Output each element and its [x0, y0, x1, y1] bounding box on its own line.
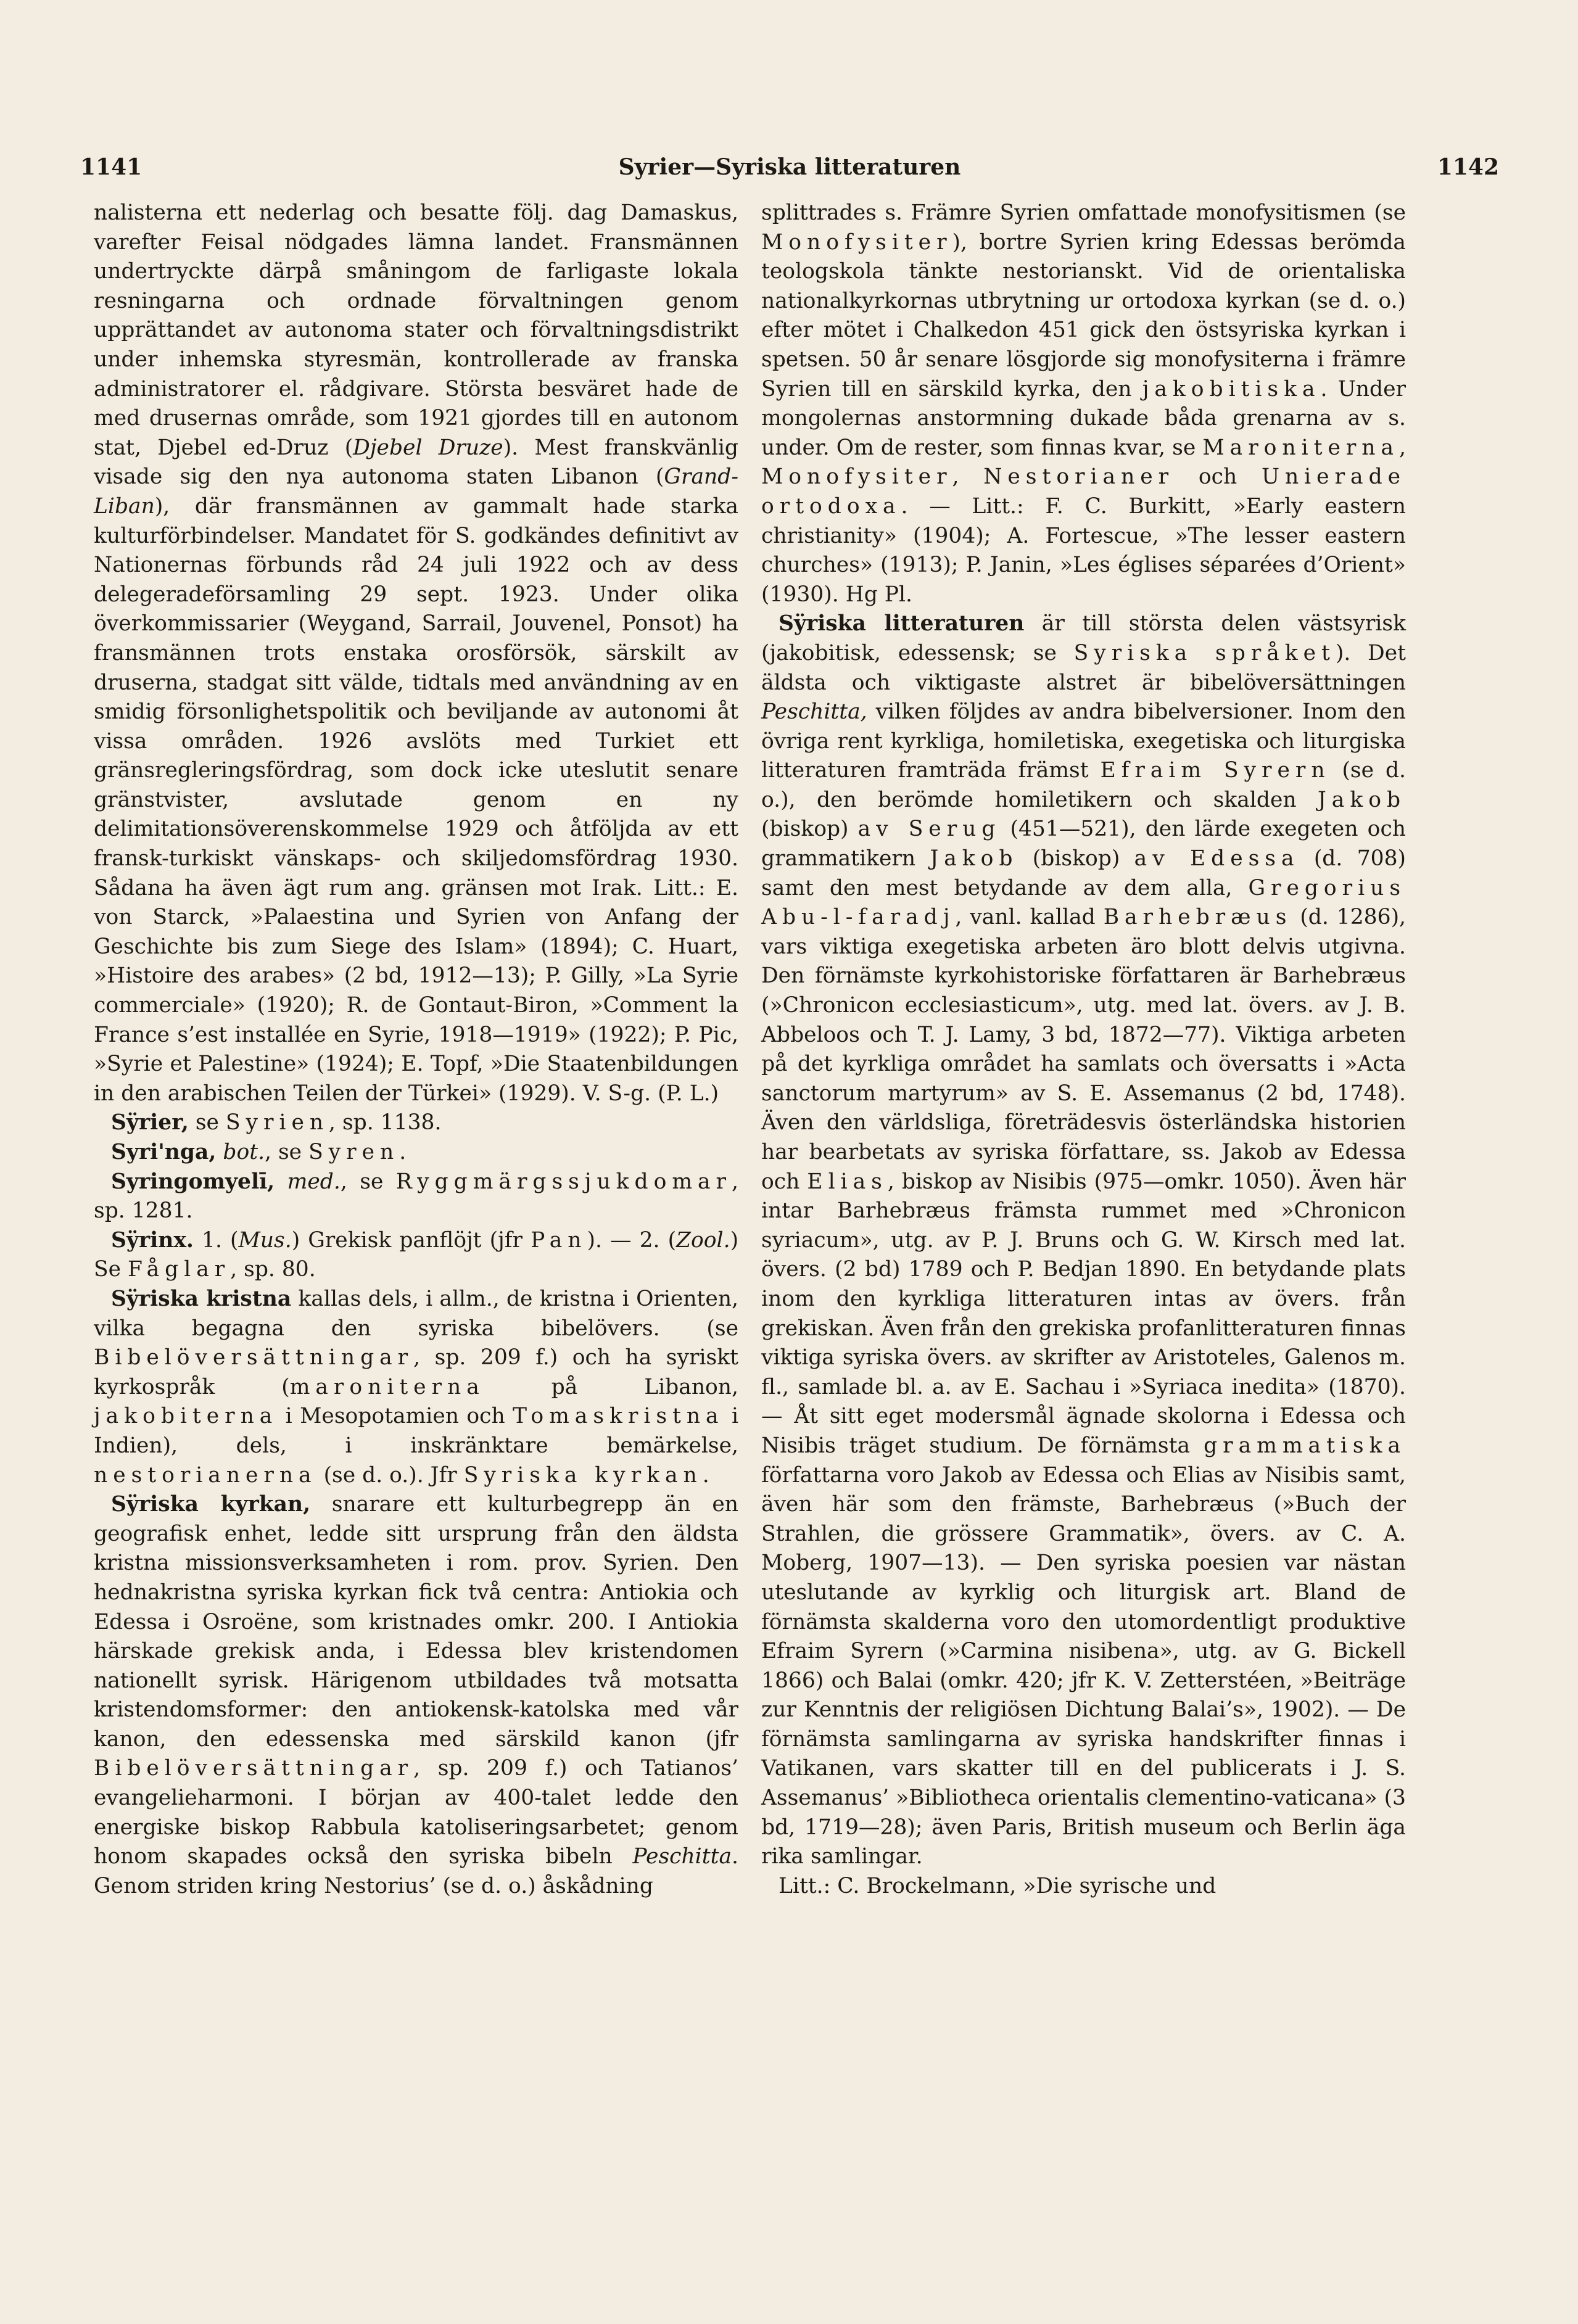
- text-run: (d. 708) samt den mest betydande av dem alla,: [761, 846, 1407, 900]
- text-run: [275, 1169, 287, 1194]
- cross-reference: Syrien: [225, 1110, 329, 1135]
- cross-reference: jakobitiska: [1142, 376, 1321, 402]
- text-run: på Libanon,: [484, 1374, 738, 1399]
- literature-note: Litt.: C. Brockelmann, »Die syrische und: [779, 1873, 1217, 1898]
- text-run: (451—521), den lärde exegeten och grammatikern: [761, 817, 1406, 872]
- headword: Sÿriska kristna: [111, 1286, 292, 1311]
- text-run: , sp. 80.: [230, 1257, 316, 1282]
- cross-reference: Monofysiter: [761, 229, 952, 255]
- entry-syriska-kyrkan: [94, 1490, 738, 1901]
- cross-reference: Bibelöversättningar: [94, 1345, 414, 1370]
- text-run: vilken följdes av andra bibelversioner. Inom den övriga rent kyrkliga, homiletiska, exegetiska och liturgiska litteraturen framträda främst: [761, 699, 1406, 783]
- right-column: [761, 199, 1406, 1901]
- cross-reference: Syriska kyrkan: [463, 1462, 703, 1488]
- entry-syrier: [94, 1108, 738, 1138]
- cross-reference: jakobiterna: [94, 1404, 278, 1429]
- text-run: . Under mongolernas anstormning dukade båda grenarna av s. under. Om de rester, som finnas kvar, se: [761, 376, 1406, 460]
- entry-syriska-litteraturen: [761, 609, 1406, 1872]
- text-run: , se: [340, 1169, 396, 1194]
- entry-syringomyeli: [94, 1168, 738, 1226]
- cross-reference: maroniterna: [289, 1374, 485, 1399]
- cross-reference: Nestorianer: [983, 464, 1175, 490]
- text-run: 1. (: [193, 1227, 239, 1253]
- text-run: författarna voro Jakob av Edessa och Elias av Nisibis samt, även här som den främste, Barhebræus (»Buch der Strahlen, die grössere Grammatik», övers. av C. A. Moberg, 1907—13). — Den syriska poesien var nästan uteslutande av kyrklig och liturgisk art. Bland de förnämsta skalderna voro den utomordentligt produktive Efraim Syrern (»Carmina nisibena», utg. av G. Bickell 1866) och Balai (omkr. 420; jfr K. V. Zetterstéen, »Beiträge zur Kenntnis der religiösen Dichtung Balai’s», 1902). — De förnämsta samlingarna av syriska handskrifter finnas i Vatikanen, vars skatter till en del publicerats i J. S. Assemanus’ »Bibliotheca orientalis clementino-vaticana» (3 bd, 1719—28); även Paris, British museum och Berlin äga rika samlingar.: [761, 1462, 1406, 1869]
- text-run: snarare ett kulturbegrepp än en geografisk enhet, ledde sitt ursprung från den äldsta kristna missionsverksamheten i rom. prov. Syrien. Den hednakristna syriska kyrkan fick två centra: Antiokia och Edessa i Osroëne, som kristnades omkr. 200. I Antiokia härskade grekisk anda, i Edessa blev kristendomen nationellt syrisk. Härigenom utbildades två motsatta kristendomsformer: den antiokensk-katolska med vår kanon, den edessenska med särskild kanon (jfr: [94, 1492, 738, 1752]
- cross-reference: Ryggmärgssjukdomar: [395, 1169, 732, 1194]
- text-run: , sp. 1138.: [329, 1110, 442, 1135]
- headword: Sÿriska kyrkan,: [111, 1492, 311, 1517]
- cross-reference: Jakob: [1317, 787, 1406, 812]
- text-run: ) Grekisk panflöjt (jfr: [291, 1227, 531, 1253]
- italic-term: Peschitta: [632, 1844, 732, 1869]
- text-run: , sp. 209 f.) och Tatianos’ evangelieharmoni. I början av 400-talet ledde den energiske biskop Rabbula katoliseringsarbetet; genom honom skapades också den syriska bibeln: [94, 1756, 738, 1869]
- text-run: nalisterna ett nederlag och besatte följ. dag Damaskus, varefter Feisal nödgades lämna landet. Fransmännen undertryckte därpå småningom de farligaste lokala resningarna och ordnade förvaltningen genom upprättandet av autonoma stater och förvaltningsdistrikt under inhemska styresmän, kontrollerade av franska administratorer el. rådgivare. Största besväret hade de med drusernas område, som 1921 gjordes till en autonom stat, Djebel ed-Druz (: [94, 200, 738, 460]
- text-run: .: [702, 1462, 709, 1488]
- text-run: ). — 2. (: [587, 1227, 677, 1253]
- italic-term: bot.: [223, 1140, 265, 1164]
- continued-paragraph: [761, 199, 1406, 609]
- text-run: ,: [952, 464, 984, 490]
- italic-term: Grand-Liban: [94, 464, 738, 519]
- left-column: [94, 199, 738, 1901]
- italic-term: Mus.: [238, 1227, 292, 1253]
- cross-reference: Gregorius Abu-l-faradj: [761, 875, 1406, 930]
- text-run: (d. 1286), vars viktiga exegetiska arbeten äro blott delvis utgivna. Den förnämste kyrkohistoriske författaren är Barhebræus (»Chronicon ecclesiasticum», utg. med lat. övers. av J. B. Abbeloos och T. J. Lamy, 3 bd, 1872—77). Viktiga arbeten på det kyrkliga området ha samlats och översatts i »Acta sanctorum martyrum» av S. E. Assemanus (2 bd, 1748). Även den världsliga, företrädesvis österländska historien har bearbetats av syriska författare, ss. Jakob av Edessa och: [761, 905, 1407, 1194]
- text-run: är till största delen västsyrisk (jakobitisk, edessensk; se: [761, 611, 1406, 665]
- headword: Syringomyelī,: [111, 1169, 275, 1194]
- text-run: se: [188, 1110, 226, 1135]
- text-run: (se d. o.), den berömde homiletikern och skalden: [761, 758, 1406, 812]
- text-run: . — Litt.: F. C. Burkitt, »Early eastern christianity» (1904); A. Fortescue, »The lesser eastern churches» (1913); P. Janin, »Les églises séparées d’Orient» (1930). Hg Pl.: [761, 493, 1406, 607]
- cross-reference: nestorianerna: [94, 1462, 317, 1488]
- cross-reference: Syren: [308, 1140, 400, 1164]
- text-run: .: [399, 1140, 407, 1164]
- cross-reference: av Edessa: [1134, 846, 1300, 872]
- text-run: ). Mest franskvänlig visade sig den nya autonoma staten Libanon (: [94, 435, 738, 490]
- cross-reference: Tomaskristna: [513, 1404, 724, 1429]
- cross-reference: Monofysiter: [761, 464, 952, 490]
- cross-reference: Barhebræus: [1103, 905, 1292, 930]
- headword: Sÿrier,: [111, 1110, 189, 1135]
- text-run: , se: [265, 1140, 309, 1164]
- text-run: , biskop av Nisibis (975—omkr. 1050). Även här intar Barhebræus främsta rummet med »Chronicon syriacum», utg. av P. J. Bruns och G. W. Kirsch med lat. övers. (2 bd) 1789 och P. Bedjan 1890. En betydande plats inom den kyrkliga litteraturen intas av övers. från grekiskan. Även från den grekiska profanlitteraturen finnas viktiga syriska övers. av skrifter av Aristoteles, Galenos m. fl., samlade bl. a. av E. Sachau i »Syriaca inedita» (1870). — Åt sitt eget modersmål ägnade skolorna i Edessa och Nisibis träget studium. De förnämsta: [761, 1169, 1406, 1458]
- italic-term: Zool.: [676, 1227, 730, 1253]
- text-run: ) Se: [94, 1227, 739, 1282]
- cross-reference: av Serug: [857, 817, 1001, 842]
- headword: Sÿriska litteraturen: [779, 611, 1025, 637]
- cross-reference: Jakob: [930, 846, 1018, 872]
- italic-term: Djebel Druze: [353, 435, 503, 460]
- cross-reference: Unierade ortodoxa: [761, 464, 1407, 519]
- cross-reference: Fåglar: [128, 1257, 231, 1282]
- text-run: splittrades s. Främre Syrien omfattade monofysitismen (se: [761, 200, 1406, 225]
- entry-syringa: [94, 1138, 738, 1168]
- text-run: [216, 1140, 223, 1164]
- text-run: ). Det äldsta och viktigaste alstret är bibelöversättningen: [761, 640, 1407, 695]
- cross-reference: grammatiska: [1204, 1433, 1406, 1458]
- cross-reference: Pan: [531, 1227, 587, 1253]
- text-run: , vanl. kallad: [955, 905, 1104, 930]
- cross-reference: Efraim Syrern: [1100, 758, 1331, 783]
- running-title: Syrier—Syriska litteraturen: [618, 154, 961, 180]
- headword: Sÿrinx.: [111, 1227, 194, 1253]
- cross-reference: Maroniterna: [1202, 435, 1400, 460]
- text-run: (biskop): [761, 817, 858, 842]
- text-run: kallas dels, i allm., de kristna i Orienten, vilka begagna den syriska bibelövers. (se: [94, 1286, 739, 1341]
- italic-term: Peschitta,: [761, 699, 867, 725]
- cross-reference: Elias: [807, 1169, 888, 1194]
- text-run: och: [1174, 464, 1262, 490]
- text-run: ), där fransmännen av gammalt hade starka kulturförbindelser. Mandatet för S. godkändes definitivt av Nationernas förbunds råd 24 juli 1922 och av dess delegeradeförsamling 29 sept. 1923. Under olika överkommissarier (Weygand, Sarrail, Jouvenel, Ponsot) ha fransmännen trots enstaka orosförsök, särskilt av druserna, stadgat sitt välde, tidtals med användning av en smidig försonlighetspolitik och beviljande av autonomi åt vissa områden. 1926 avslöts med Turkiet ett gränsregleringsfördrag, som dock icke uteslutit senare gränstvister, avslutade genom en ny delimitationsöverenskommelse 1929 och åtföljda av ett fransk-turkiskt vänskaps- och skiljedomsfördrag 1930. Sådana ha även ägt rum ang. gränsen mot Irak. Litt.: E. von Starck, »Palaestina und Syrien von Anfang der Geschichte bis zum Siege des Islam» (1894); C. Huart, »Histoire des arabes» (2 bd, 1912—13); P. Gilly, »La Syrie commerciale» (1920); R. de Gontaut-Biron, »Comment la France s’est installée en Syrie, 1918—1919» (1922); P. Pic, »Syrie et Palestine» (1924); E. Topf, »Die Staatenbildungen in den arabischen Teilen der Türkei» (1929). V. S-g. (P. L.): [94, 493, 738, 1106]
- text-run: ), bortre Syrien kring Edessas berömda teologskola tänkte nestorianskt. Vid de orientaliska nationalkyrkornas utbrytning ur ortodoxa kyrkan (se d. o.) efter mötet i Chalkedon 451 gick den östsyriska kyrkan i spetsen. 50 år senare lösgjorde sig monofysiterna i främre Syrien till en särskild kyrka, den: [761, 229, 1406, 402]
- text-run: i Mesopotamien och: [278, 1404, 513, 1429]
- running-head: [80, 154, 1499, 191]
- page-number-left: 1141: [80, 154, 143, 180]
- entry-syrinx: [94, 1226, 738, 1285]
- text-run: (se d. o.). Jfr: [316, 1462, 464, 1488]
- cross-reference: Syriska språket: [1073, 640, 1336, 665]
- entry-syriska-kristna: [94, 1285, 738, 1490]
- headword: Syri'nga,: [111, 1140, 217, 1164]
- continued-paragraph: [94, 199, 738, 1108]
- text-run: , sp. 1281.: [94, 1169, 738, 1224]
- text-run: i Indien), dels, i inskränktare bemärkelse,: [94, 1404, 738, 1458]
- text-run: (biskop): [1018, 846, 1134, 872]
- text-run: , sp. 209 f.) och ha syriskt kyrkospråk (: [94, 1345, 738, 1399]
- text-run: . Genom striden kring Nestorius’ (se d. o.) åskådning: [94, 1844, 738, 1898]
- text-run: ,: [1399, 435, 1406, 460]
- italic-term: med.: [287, 1169, 341, 1194]
- page-number-right: 1142: [1437, 154, 1499, 180]
- cross-reference: Bibelöversättningar: [94, 1756, 414, 1781]
